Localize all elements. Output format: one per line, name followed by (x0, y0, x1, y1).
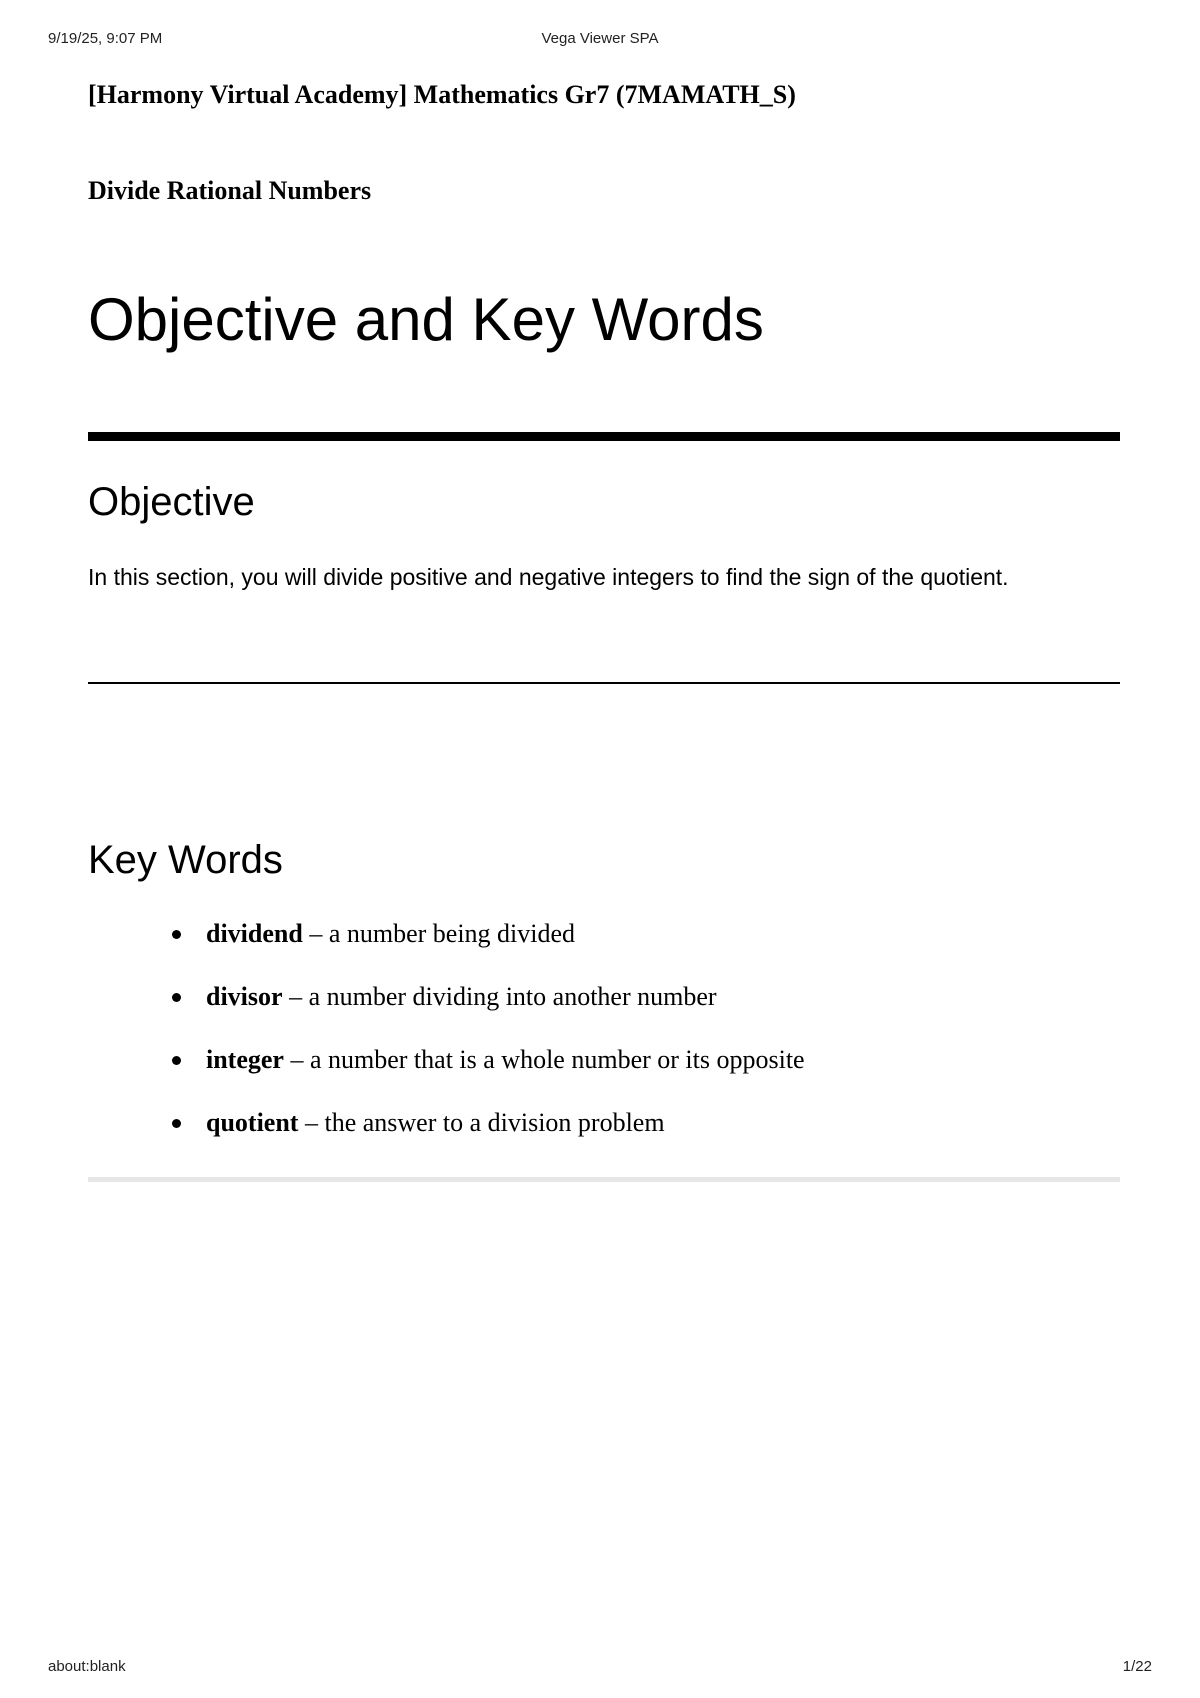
key-word-separator: – (282, 982, 309, 1011)
course-title: [Harmony Virtual Academy] Mathematics Gr7 (7MAMATH_S) (88, 80, 796, 109)
page-title: Objective and Key Words (88, 286, 764, 353)
key-word-item (88, 1097, 1120, 1160)
key-word-separator: – (298, 1108, 325, 1137)
key-word-term: divisor (206, 982, 283, 1011)
section-divider-thick (88, 432, 1120, 441)
key-word-term: integer (206, 1045, 284, 1074)
key-word-item (88, 908, 1120, 971)
key-word-separator: – (283, 1045, 310, 1074)
bullet-icon (172, 1056, 181, 1065)
section-divider-light (88, 1177, 1120, 1182)
key-words-list (88, 908, 1120, 1160)
bullet-icon (172, 1119, 181, 1128)
key-word-definition: a number being divided (328, 919, 576, 948)
key-word-item (88, 1034, 1120, 1097)
bullet-icon (172, 993, 181, 1002)
key-word-term: dividend (206, 919, 303, 948)
print-header-title: Vega Viewer SPA (541, 30, 659, 47)
print-footer-page-number: 1/22 (1122, 1658, 1152, 1675)
key-word-separator: – (302, 919, 329, 948)
bullet-icon (172, 930, 181, 939)
key-word-item (88, 971, 1120, 1034)
print-footer-url: about:blank (48, 1658, 126, 1675)
key-word-definition: a number that is a whole number or its opposite (309, 1045, 805, 1074)
section-divider-thin (88, 682, 1120, 684)
key-word-term: quotient (206, 1108, 299, 1137)
key-word-definition: a number dividing into another number (308, 982, 717, 1011)
lesson-title: Divide Rational Numbers (88, 176, 372, 205)
print-header-datetime: 9/19/25, 9:07 PM (48, 30, 163, 47)
objective-heading: Objective (88, 480, 255, 524)
key-word-definition: the answer to a division problem (324, 1108, 665, 1137)
key-words-heading: Key Words (88, 838, 283, 882)
objective-text: In this section, you will divide positive and negative integers to find the sign of the quotient. (88, 564, 1009, 590)
